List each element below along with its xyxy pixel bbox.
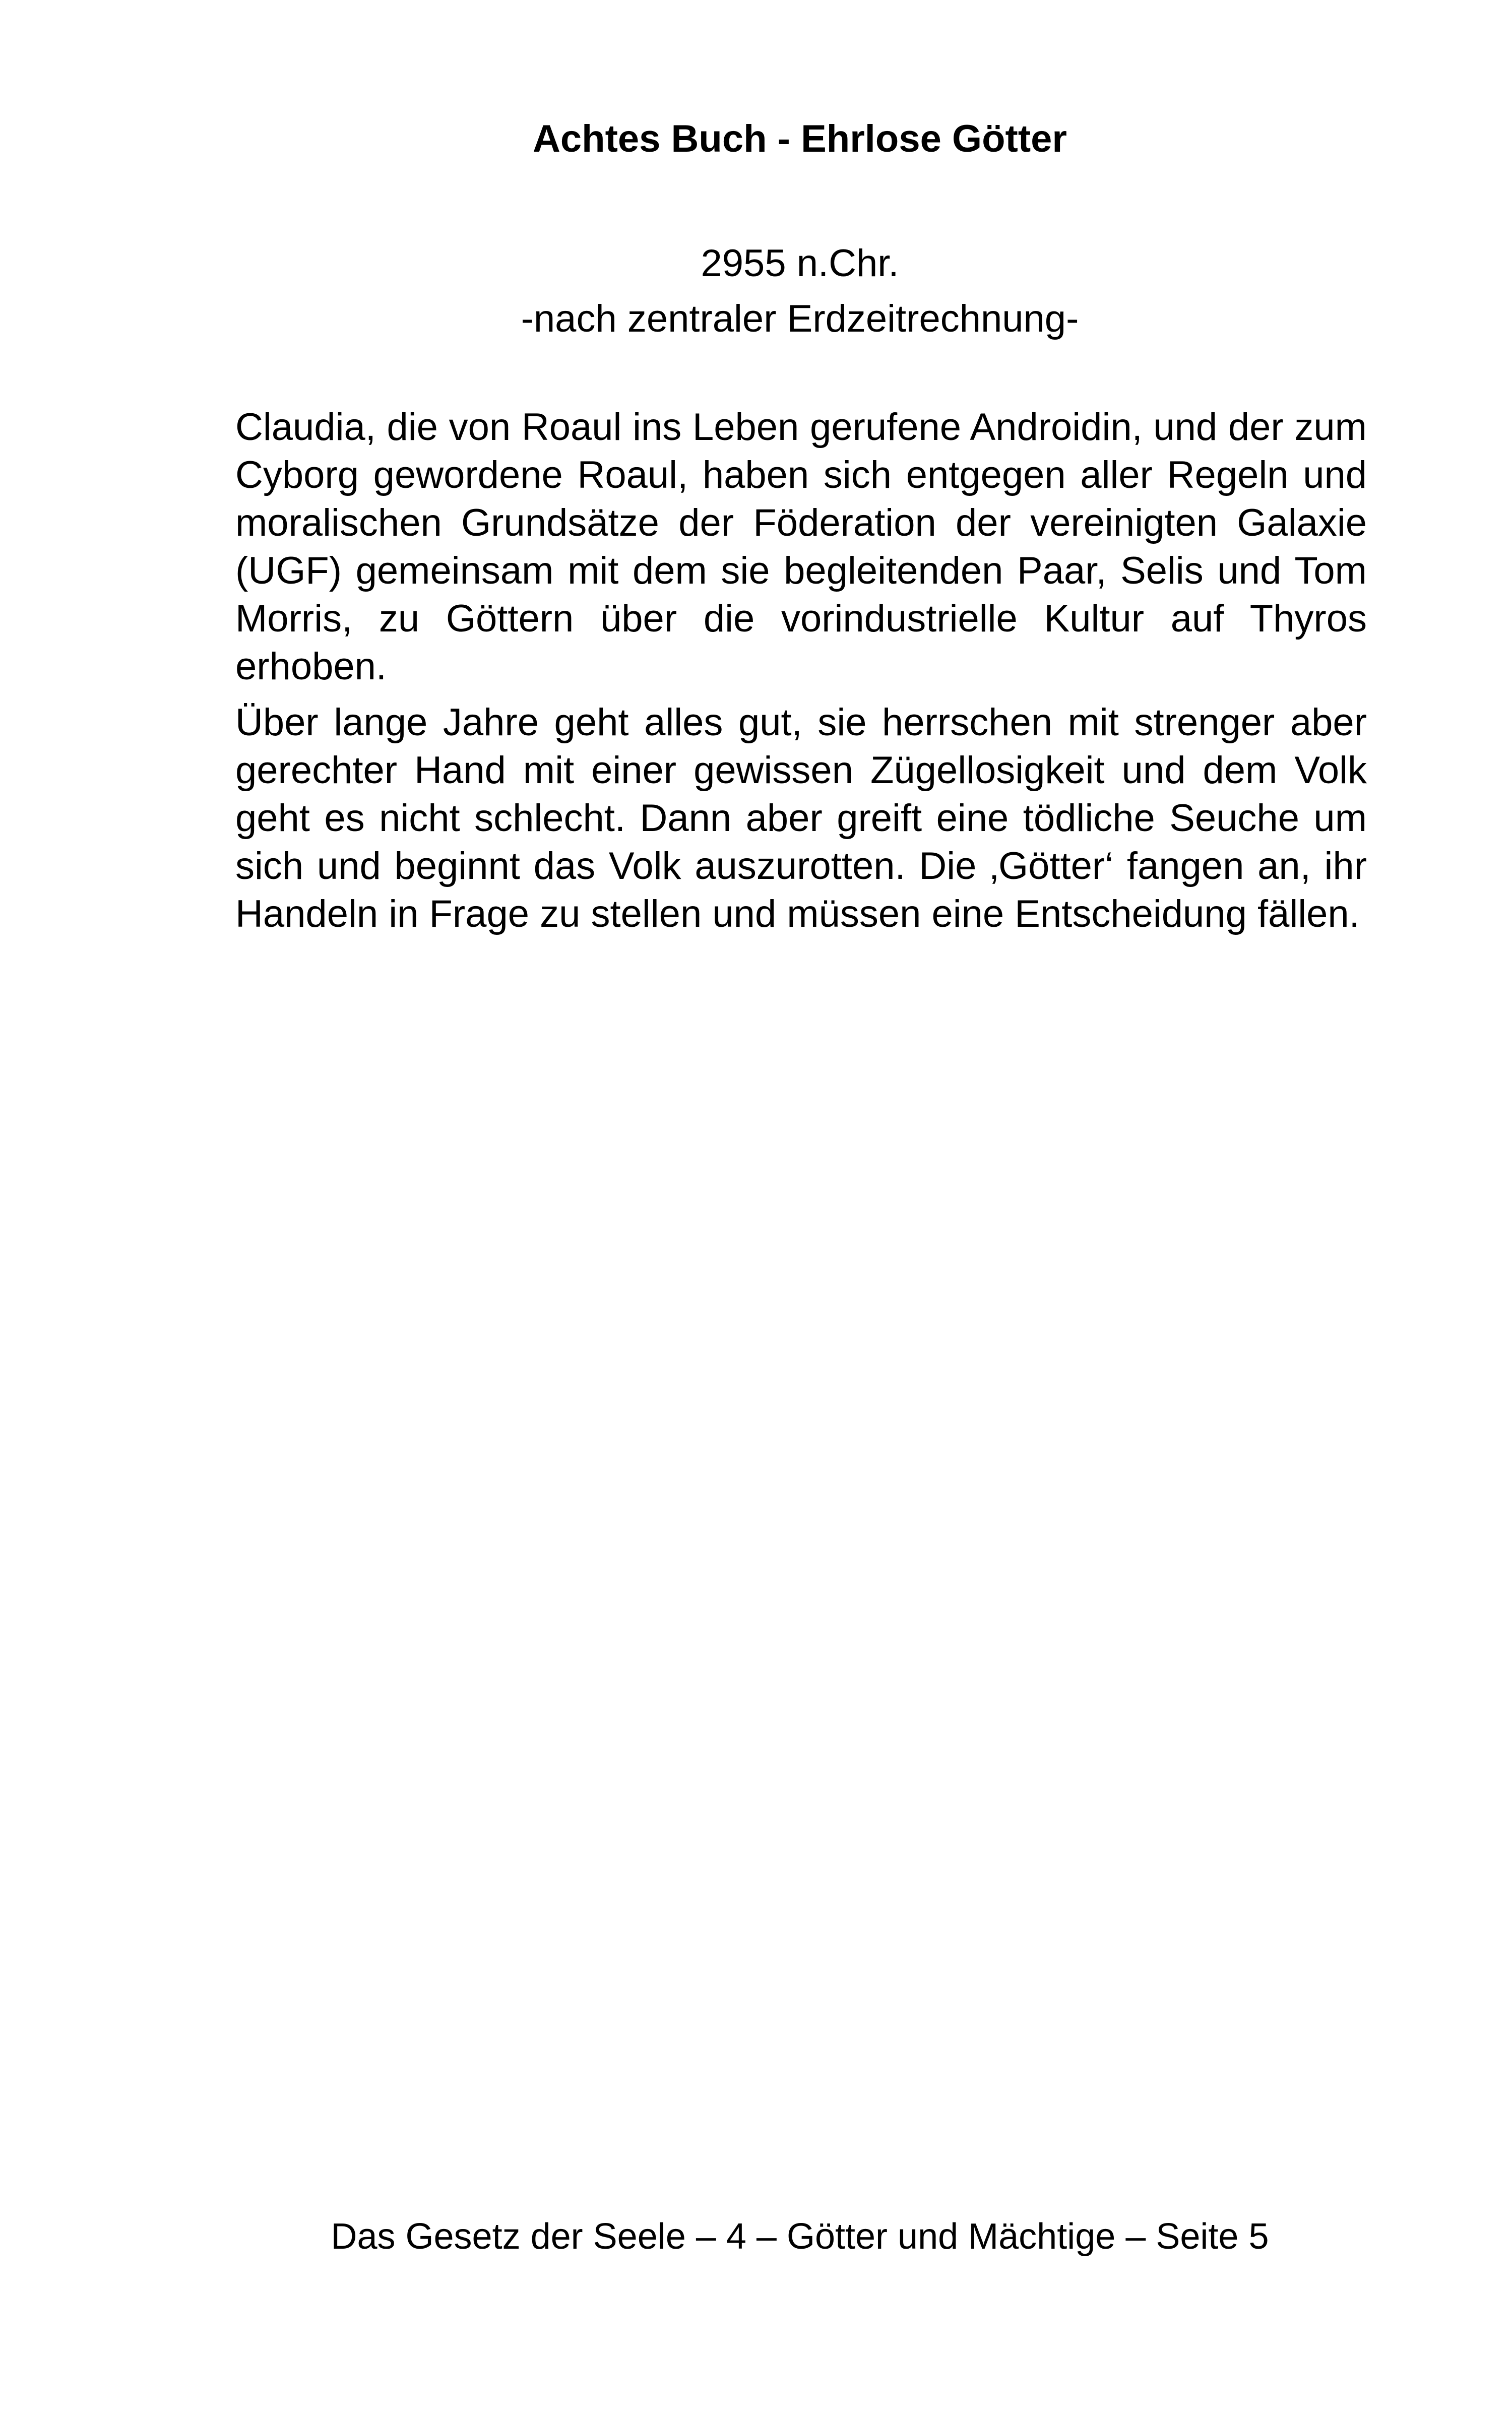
era-line: -nach zentraler Erdzeitrechnung- [521,297,1079,340]
page-footer: Das Gesetz der Seele – 4 – Götter und Mächtige – Seite 5 [331,2216,1269,2257]
date-block [0,236,1512,347]
paragraph: Über lange Jahre geht alles gut, sie herrschen mit strenger aber gerechter Hand mit einer gewissen Zügellosigkeit und dem Volk geht es nicht schlecht. Dann aber greift eine tödliche Seuche um sich und beginnt das Volk auszurotten. Die ‚Götter‘ fangen an, ihr Handeln in Frage zu stellen und müssen eine Entscheidung fällen. [235,701,1367,935]
year-line: 2955 n.Chr. [701,242,899,285]
paragraph: Claudia, die von Roaul ins Leben gerufene Androidin, und der zum Cyborg gewordene Roaul, haben sich entgegen aller Regeln und moralischen Grundsätze der Föderation der vereinigten Galaxie (UGF) gemeinsam mit dem sie begleitenden Paar, Selis und Tom Morris, zu Göttern über die vorindustrielle Kultur auf Thyros erhoben. [235,406,1367,688]
chapter-title: Achtes Buch - Ehrlose Götter [533,117,1067,160]
body-text [235,403,1367,946]
